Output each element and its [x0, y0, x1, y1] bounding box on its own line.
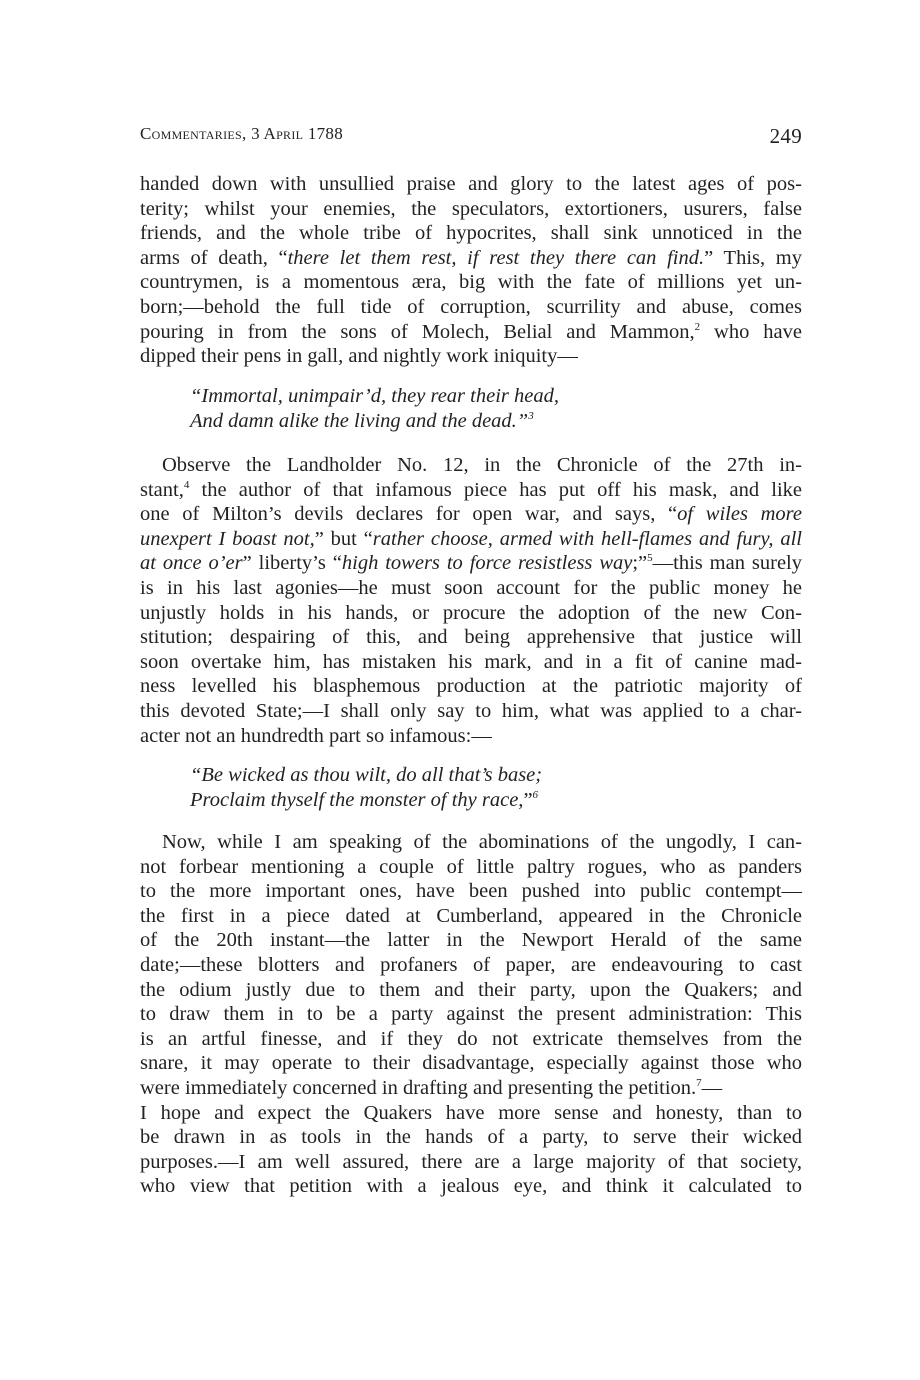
- running-title: Commentaries, 3 April 1788: [140, 124, 344, 143]
- text-line: the first in a piece dated at Cumberland, appeared in the Chronicle: [140, 904, 802, 927]
- text-line: is in his last agonies—he must soon account for the public money he: [140, 576, 802, 599]
- text-line: arms of death, “there let them rest, if rest they there can find.” This, my: [140, 246, 802, 269]
- page-number: 249: [769, 124, 802, 148]
- text-line: acter not an hundredth part so infamous:—: [140, 724, 492, 747]
- text-line: terity; whilst your enemies, the speculators, extortioners, usurers, false: [140, 197, 802, 220]
- text-line: purposes.—I am well assured, there are a large majority of that society,: [140, 1150, 802, 1173]
- verse-line: “Be wicked as thou wilt, do all that’s base;: [190, 764, 543, 786]
- verse-quote-1: [190, 384, 559, 433]
- text-line: be drawn in as tools in the hands of a party, to serve their wicked: [140, 1126, 802, 1149]
- text-line: unexpert I boast not,” but “rather choose, armed with hell-flames and fury, all: [140, 527, 802, 550]
- text-line: pouring in from the sons of Molech, Belial and Mammon,$^2$ who have: [140, 320, 802, 343]
- text-line: unjustly holds in his hands, or procure the adoption of the new Con-: [140, 601, 802, 624]
- text-line: who view that petition with a jealous eye, and think it calculated to: [140, 1175, 802, 1198]
- text-line: countrymen, is a momentous æra, big with the fate of millions yet un-: [140, 271, 802, 294]
- verse-line: Proclaim thyself the monster of thy race,”$^6$: [190, 788, 539, 811]
- text-line: friends, and the whole tribe of hypocrites, shall sink unnoticed in the: [140, 222, 802, 245]
- footnote-marker: 5: [647, 552, 653, 565]
- text-line: born;—behold the full tide of corruption, scurrility and abuse, comes: [140, 295, 802, 318]
- text-line: stant,$^4$ the author of that infamous piece has put off his mask, and like: [140, 478, 802, 501]
- text-line: Observe the Landholder No. 12, in the Chronicle of the 27th in-: [162, 454, 802, 476]
- text-line: handed down with unsullied praise and glory to the latest ages of pos-: [140, 173, 802, 195]
- text-line: this devoted State;—I shall only say to him, what was applied to a char-: [140, 699, 802, 722]
- text-line: not forbear mentioning a couple of little paltry rogues, who as panders: [140, 855, 802, 878]
- text-line: date;—these blotters and profaners of paper, are endeavouring to cast: [140, 953, 802, 976]
- text-line: to draw them in to be a party against the present administration: This: [140, 1003, 802, 1026]
- footnote-marker: 2: [694, 320, 701, 333]
- text-line: Now, while I am speaking of the abominations of the ungodly, I can-: [162, 831, 802, 853]
- verse-line: “Immortal, unimpair’d, they rear their head,: [190, 385, 559, 407]
- text-line: is an artful finesse, and if they do not extricate themselves from the: [140, 1027, 802, 1050]
- text-line: to the more important ones, have been pushed into public contempt—: [140, 880, 802, 903]
- footnote-marker: 4: [183, 478, 190, 491]
- text-line: at once o’er” liberty’s “high towers to force resistless way;”$^5$—this man surely: [140, 552, 802, 575]
- text-line: ness levelled his blasphemous production at the patriotic majority of: [140, 675, 802, 698]
- text-line: soon overtake him, has mistaken his mark, and in a fit of canine mad-: [140, 650, 802, 673]
- paragraph-2: [140, 453, 802, 748]
- text-line: of the 20th instant—the latter in the Newport Herald of the same: [140, 929, 802, 952]
- text-line: were immediately concerned in drafting and presenting the petition.$^7$—: [140, 1076, 723, 1099]
- text-line: the odium justly due to them and their party, upon the Quakers; and: [140, 978, 802, 1001]
- text-line: one of Milton’s devils declares for open war, and says, “of wiles more: [140, 503, 802, 526]
- verse-quote-2: [190, 763, 542, 812]
- footnote-marker: 3: [528, 409, 534, 422]
- footnote-marker: 6: [532, 788, 539, 801]
- text-line: stitution; despairing of this, and being apprehensive that justice will: [140, 626, 802, 649]
- italic-quote: there let them rest, if rest they there can find.: [287, 246, 705, 269]
- verse-line: And damn alike the living and the dead.”$^3$: [190, 409, 534, 432]
- text-line: I hope and expect the Quakers have more sense and honesty, than to: [140, 1101, 802, 1124]
- paragraph-3: [140, 830, 802, 1199]
- running-head: [140, 124, 802, 148]
- text-line: snare, it may operate to their disadvantage, especially against those who: [140, 1052, 802, 1075]
- paragraph-1: [140, 172, 802, 369]
- footnote-marker: 7: [696, 1076, 702, 1089]
- text-line: dipped their pens in gall, and nightly work iniquity—: [140, 345, 578, 368]
